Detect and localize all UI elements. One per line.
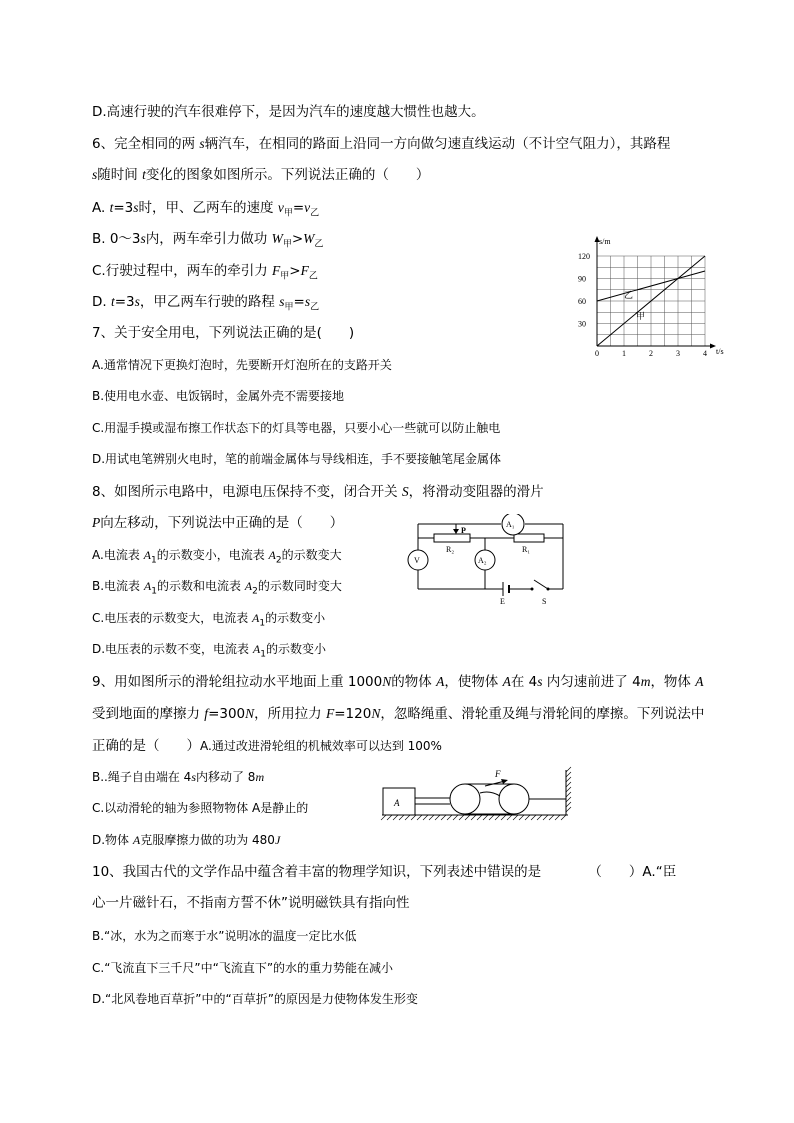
y-tick-label: 90 (578, 274, 586, 284)
series-label-jia: 甲 (636, 311, 646, 321)
q9-option-b: B..绳子自由端在 4s内移动了 8m (92, 770, 265, 784)
ground-hatch (447, 815, 452, 820)
x-tick-label: 2 (649, 349, 653, 358)
wall-hatch (566, 797, 571, 802)
q10-option-c: C.“飞流直下三千尺”中“飞流直下”的水的重力势能在减小 (92, 961, 394, 975)
ground-hatch (387, 815, 392, 820)
switch-contact-right (547, 588, 550, 591)
q7-stem: 7、关于安全用电，下列说法正确的是( ) (92, 325, 355, 341)
q10-option-d: D.“北风卷地百草折”中的“百草折”的原因是力使物体发生形变 (92, 992, 418, 1006)
q6-stem-line2: s随时间 t变化的图象如图所示。下列说法正确的（ ） (92, 167, 430, 183)
label-r1: R₁ (522, 545, 531, 554)
s-t-graph (568, 232, 738, 362)
q9-stem-line1: 9、用如图所示的滑轮组拉动水平地面上重 1000N的物体 A，使物体 A在 4s 内匀速前进了 4m，物体 A (92, 674, 704, 690)
label-a2: A₂ (478, 556, 487, 565)
label-a1: A₁ (506, 520, 515, 529)
x-tick-label: 0 (595, 349, 599, 358)
q8-option-d: D.电压表的示数不变，电流表 $A_1$的示数变小 (92, 642, 326, 660)
ground-hatch (543, 815, 548, 820)
q8-stem-line1: 8、如图所示电路中，电源电压保持不变，闭合开关 S，将滑动变阻器的滑片 (92, 484, 544, 500)
ground-hatch (513, 815, 518, 820)
ground-hatch (459, 815, 464, 820)
resistor-r1 (514, 534, 544, 542)
y-tick-label: 60 (578, 297, 586, 306)
q6-option-a: A. t=3s时，甲、乙两车的速度 $v_甲=v_乙$ (92, 200, 320, 219)
ground-hatch (477, 815, 482, 820)
ground-hatch (519, 815, 524, 820)
q7-option-c: C.用湿手摸或湿布擦工作状态下的灯具等电器，只要小心一些就可以防止触电 (92, 421, 501, 435)
circuit-diagram (398, 514, 578, 606)
ground-hatch (465, 815, 470, 820)
force-arrowhead (501, 779, 508, 784)
q6-option-b: B. 0～3s内，两车牵引力做功 $W_甲>W_乙$ (92, 231, 324, 250)
q7-option-b: B.使用电水壶、电饭锅时，金属外壳不需要接地 (92, 389, 345, 403)
ground-hatch (525, 815, 530, 820)
switch-contact-left (531, 588, 534, 591)
ground-hatch (483, 815, 488, 820)
x-tick-label: 1 (622, 349, 626, 358)
x-axis-label: t/s (716, 347, 724, 356)
q6-stem-line1: 6、完全相同的两 s辆汽车，在相同的路面上沿同一方向做匀速直线运动（不计空气阻力），其路程 (92, 136, 671, 152)
label-s: S (542, 597, 547, 606)
ground-hatch (561, 815, 566, 820)
ground-hatch (417, 815, 422, 820)
wall-hatch (566, 787, 571, 792)
ground-hatch (429, 815, 434, 820)
wall-hatch (566, 802, 571, 807)
q10-stem-line1: 10、我国古代的文学作品中蕴含着丰富的物理学知识，下列表述中错误的是 （ ）A.“臣 (92, 864, 677, 880)
ground-hatch (381, 815, 386, 820)
force-label-f: F (495, 769, 501, 779)
q8-option-b: B.电流表 $A_1$的示数和电流表 $A_2$的示数同时变大 (92, 579, 342, 597)
q10-stem-line2: 心一片磁针石，不指南方誓不休”说明磁铁具有指向性 (92, 895, 410, 911)
wall-hatch (566, 767, 571, 772)
ground-hatch (549, 815, 554, 820)
label-v: V (414, 556, 420, 565)
x-tick-label: 4 (703, 349, 707, 358)
ground-hatch (501, 815, 506, 820)
ground-hatch (489, 815, 494, 820)
q7-option-d: D.用试电笔辨别火电时，笔的前端金属体与导线相连，手不要接触笔尾金属体 (92, 452, 502, 466)
y-tick-label: 120 (578, 252, 590, 261)
wall-hatch (566, 807, 571, 812)
ground-hatch (405, 815, 410, 820)
resistor-r2 (434, 534, 470, 542)
q10-option-b: B.“冰，水为之而寒于水”说明冰的温度一定比水低 (92, 929, 357, 943)
q9-option-c: C.以动滑轮的轴为参照物物体 A是静止的 (92, 801, 309, 815)
q9-option-d: D.物体 A克服摩擦力做的功为 480J (92, 833, 281, 847)
wall-hatch (566, 772, 571, 777)
x-tick-label: 3 (676, 349, 680, 358)
q9-stem-line2: 受到地面的摩擦力 f=300N，所用拉力 F=120N，忽略绳重、滑轮重及绳与滑轮间的摩擦。下列说法中 (92, 706, 705, 722)
q7-option-a: A.通常情况下更换灯泡时，先要断开灯泡所在的支路开关 (92, 358, 392, 372)
series-label-yi: 乙 (624, 290, 634, 300)
q9-stem-line3: 正确的是（ ）A.通过改进滑轮组的机械效率可以达到 100% (92, 738, 442, 754)
ground-hatch (507, 815, 512, 820)
moving-pulley (450, 784, 480, 814)
q6-option-d: D. t=3s，甲乙两车行驶的路程 $s_甲=s_乙$ (92, 294, 320, 313)
label-r2: R₂ (446, 545, 455, 554)
block-a-label: A (394, 798, 400, 808)
ground-hatch (495, 815, 500, 820)
ground-hatch (393, 815, 398, 820)
ground-hatch (471, 815, 476, 820)
wall-hatch (566, 792, 571, 797)
pulley-diagram (380, 766, 576, 822)
ground-hatch (531, 815, 536, 820)
q8-option-a: A.电流表 $A_1$的示数变小，电流表 $A_2$的示数变大 (92, 548, 342, 566)
ground-hatch (435, 815, 440, 820)
ground-hatch (441, 815, 446, 820)
q6-option-c: C.行驶过程中，两车的牵引力 $F_甲>F_乙$ (92, 263, 318, 282)
fixed-pulley (499, 784, 529, 814)
rope-free-end (480, 792, 500, 796)
ground-hatch (537, 815, 542, 820)
wall-hatch (566, 782, 571, 787)
label-e: E (500, 597, 505, 606)
ground-hatch (555, 815, 560, 820)
y-tick-label: 30 (578, 319, 586, 329)
label-p: P (461, 526, 466, 535)
wall-hatch (566, 777, 571, 782)
y-axis-label: s/m (599, 237, 611, 246)
ground-hatch (423, 815, 428, 820)
q8-stem-line2: P向左移动，下列说法中正确的是（ ） (92, 515, 344, 531)
q5-option-d: D.高速行驶的汽车很难停下，是因为汽车的速度越大惯性也越大。 (92, 104, 485, 120)
ground-hatch (399, 815, 404, 820)
ground-hatch (453, 815, 458, 820)
ground-hatch (411, 815, 416, 820)
slider-p-arrow (453, 529, 459, 534)
q8-option-c: C.电压表的示数变大，电流表 $A_1$的示数变小 (92, 611, 326, 629)
